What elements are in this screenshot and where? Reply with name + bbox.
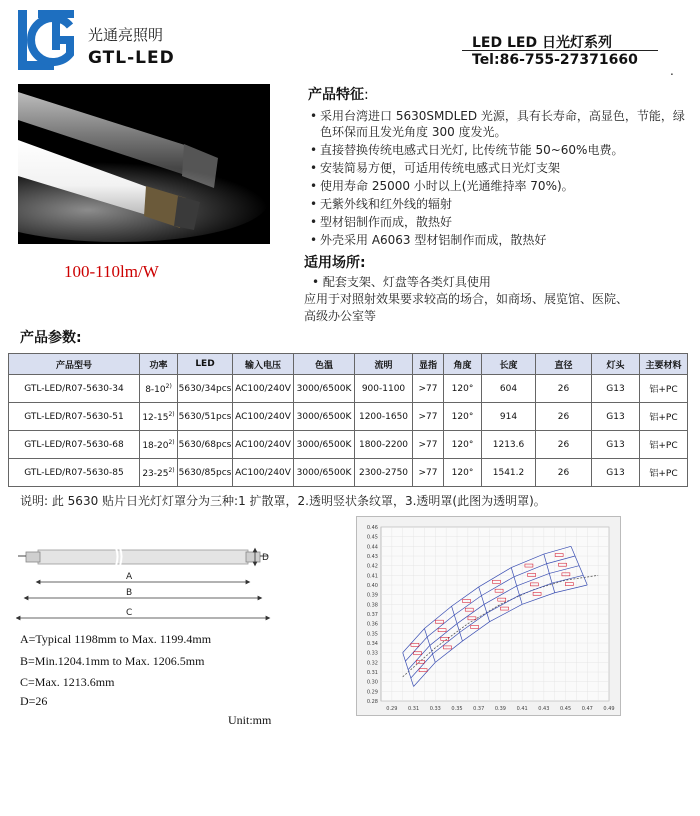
table-row [9,431,688,459]
col-header: 直径 [536,354,592,375]
feature-item: • 无紫外线和红外线的辐射 [310,197,453,211]
cell-base: G13 [592,375,640,403]
cell-material: 铝+PC [640,431,688,459]
cell-model: GTL-LED/R07-5630-34 [9,375,140,403]
label-b: B [126,588,133,598]
luminous-efficacy: 100-110lm/W [64,262,159,281]
x-tick-label: 0.33 [429,706,441,712]
cell-cri: >77 [413,431,444,459]
cell-lumen: 1800-2200 [355,431,413,459]
features-section [308,84,688,250]
cell-voltage: AC100/240V [233,459,294,487]
y-tick-label: 0.31 [366,670,378,676]
cell-led: 5630/85pcs [178,459,233,487]
y-tick-label: 0.38 [366,602,378,609]
cell-power: 23-25$^{2)}$ [140,459,178,487]
col-header: 产品型号 [9,354,140,375]
cell-cri: >77 [413,403,444,431]
feature-item: • 使用寿命 25000 小时以上(光通维持率 70%)。 [310,179,574,193]
cell-diameter: 26 [536,431,592,459]
label-a: A [126,572,133,582]
led-tube-photo [18,84,270,244]
label-d: D [262,553,269,563]
col-header: 功率 [140,354,178,375]
x-tick-label: 0.43 [538,706,550,712]
header-divider [462,50,658,51]
x-tick-label: 0.39 [494,706,506,712]
y-tick-label: 0.46 [366,525,378,531]
cell-angle: 120° [444,459,482,487]
cell-lumen: 2300-2750 [355,459,413,487]
y-tick-label: 0.40 [366,583,378,589]
brand-english-name: GTL-LED [88,48,175,68]
cell-cct: 3000/6500K [294,459,355,487]
y-tick-label: 0.41 [366,573,378,580]
cell-model: GTL-LED/R07-5630-68 [9,431,140,459]
cell-voltage: AC100/240V [233,431,294,459]
bullet: • [310,233,318,247]
company-logo [14,8,76,72]
cell-cct: 3000/6500K [294,431,355,459]
cell-cct: 3000/6500K [294,403,355,431]
feature-item: • 外壳采用 A6063 型材铝制作而成，散热好 [310,233,547,247]
cell-base: G13 [592,459,640,487]
x-tick-label: 0.35 [451,706,463,712]
bullet: • [310,109,318,123]
cell-base: G13 [592,403,640,431]
feature-item: • 型材铝制作而成，散热好 [310,215,453,229]
cell-cri: >77 [413,375,444,403]
col-header: LED [178,354,233,375]
cell-led: 5630/51pcs [178,403,233,431]
dimension-d: D=26 [20,694,48,708]
cell-material: 铝+PC [640,403,688,431]
dimension-b: B=Min.1204.1mm to Max. 1206.5mm [20,654,205,668]
cell-angle: 120° [444,403,482,431]
x-tick-label: 0.31 [408,706,420,712]
cell-led: 5630/34pcs [178,375,233,403]
col-header: 灯头 [592,354,640,375]
cell-base: G13 [592,431,640,459]
table-header-row [9,354,688,375]
col-header: 长度 [482,354,536,375]
x-tick-label: 0.37 [473,706,485,712]
col-header: 流明 [355,354,413,375]
x-tick-label: 0.47 [581,706,593,712]
y-tick-label: 0.32 [366,660,378,667]
applications-section [304,252,688,325]
feature-item: • 采用台湾进口 5630SMDLED 光源，具有长寿命，高显色，节能，绿色环保而且发光角度 300 度发光。 [310,109,685,139]
cell-length: 604 [482,375,536,403]
cell-material: 铝+PC [640,375,688,403]
bullet: • [310,215,318,229]
y-tick-label: 0.33 [366,650,378,657]
y-tick-label: 0.39 [366,592,378,599]
cell-cct: 3000/6500K [294,375,355,403]
bullet: • [310,161,318,175]
col-header: 显指 [413,354,444,375]
application-line: 高级办公室等 [304,309,377,323]
x-tick-label: 0.49 [603,706,615,712]
x-tick-label: 0.45 [560,706,572,712]
application-line: • 配套支架、灯盘等各类灯具使用 [312,275,491,289]
col-header: 主要材料 [640,354,688,375]
x-tick-label: 0.29 [386,706,398,712]
unit-label: Unit:mm [228,713,272,727]
cell-power: 8-10$^{2)}$ [140,375,178,403]
header-dot: . [670,64,674,78]
cell-length: 914 [482,403,536,431]
application-line: 应用于对照射效果要求较高的场合，如商场、展览馆、医院、 [304,292,629,306]
table-row [9,375,688,403]
chromaticity-chart [356,516,621,716]
col-header: 角度 [444,354,482,375]
cell-voltage: AC100/240V [233,403,294,431]
y-tick-label: 0.45 [366,534,378,541]
cell-length: 1541.2 [482,459,536,487]
bullet: • [310,197,318,211]
y-tick-label: 0.29 [366,689,378,696]
col-header: 输入电压 [233,354,294,375]
cell-lumen: 1200-1650 [355,403,413,431]
cell-length: 1213.6 [482,431,536,459]
cover-note: 说明: 此 5630 贴片日光灯灯罩分为三种:1 扩散罩，2.透明竖状条纹罩，3.透明罩(此图为透明罩)。 [20,494,546,508]
features-list [308,108,688,248]
y-tick-label: 0.43 [366,554,378,560]
x-tick-label: 0.41 [516,706,528,712]
cell-led: 5630/68pcs [178,431,233,459]
y-tick-label: 0.36 [366,621,378,628]
feature-item: • 直接替换传统电感式日光灯, 比传统节能 50~60%电费。 [310,143,624,157]
y-tick-label: 0.30 [366,679,378,686]
dimension-drawing [16,532,274,632]
cell-lumen: 900-1100 [355,375,413,403]
spec-table [8,353,688,487]
label-c: C [126,608,133,618]
feature-item: • 安装简易方便，可适用传统电感式日光灯支架 [310,161,561,175]
table-row [9,403,688,431]
cell-material: 铝+PC [640,459,688,487]
cell-diameter: 26 [536,375,592,403]
y-tick-label: 0.42 [366,563,378,570]
bullet: • [310,179,318,193]
cell-cri: >77 [413,459,444,487]
series-title: LED LED 日光灯系列 [472,35,612,51]
bullet: • [310,143,318,157]
cell-model: GTL-LED/R07-5630-51 [9,403,140,431]
cell-power: 18-20$^{2)}$ [140,431,178,459]
cell-angle: 120° [444,375,482,403]
y-tick-label: 0.44 [366,544,378,551]
dimension-a: A=Typical 1198mm to Max. 1199.4mm [20,632,212,646]
cell-angle: 120° [444,431,482,459]
telephone: Tel:86-755-27371660 [472,52,638,68]
brand-chinese-name: 光通亮照明 [88,26,164,44]
y-tick-label: 0.28 [366,699,378,705]
params-title: 产品参数: [20,330,82,346]
y-tick-label: 0.35 [366,631,378,638]
features-title: 产品特征: [308,87,369,103]
table-row [9,459,688,487]
cell-voltage: AC100/240V [233,375,294,403]
col-header: 色温 [294,354,355,375]
cell-diameter: 26 [536,459,592,487]
dimension-c: C=Max. 1213.6mm [20,675,115,689]
cell-diameter: 26 [536,403,592,431]
cell-model: GTL-LED/R07-5630-85 [9,459,140,487]
y-tick-label: 0.34 [366,641,378,647]
cell-power: 12-15$^{2)}$ [140,403,178,431]
y-tick-label: 0.37 [366,612,378,618]
applications-title: 适用场所: [304,255,366,271]
